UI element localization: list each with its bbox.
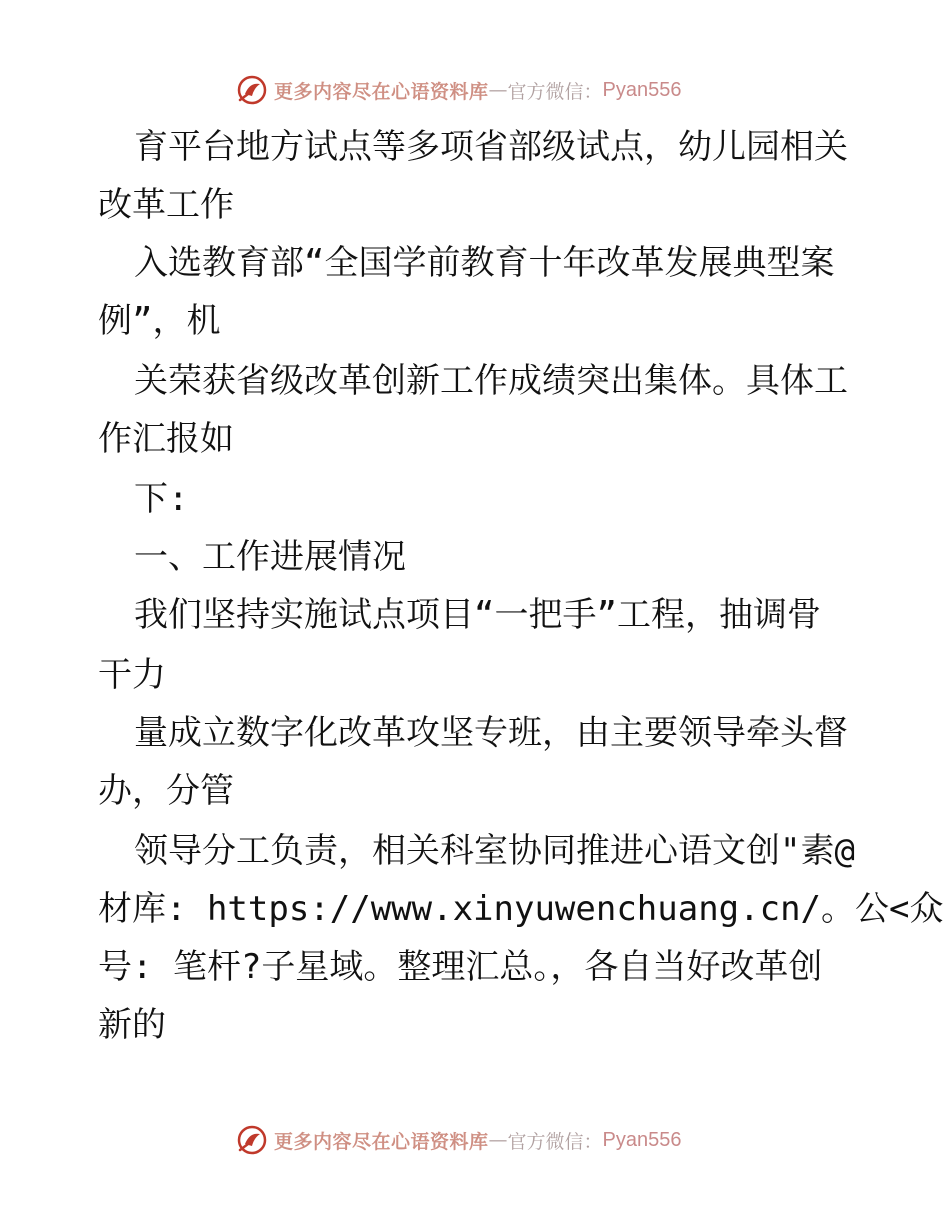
body-line: 关荣获省级改革创新工作成绩突出集体。具体工	[134, 361, 848, 401]
watermark-wechat-id: Pyan556	[602, 1128, 682, 1151]
body-line: 领导分工负责，相关科室协同推进心语文创"素@	[134, 831, 855, 871]
footer-watermark	[236, 1123, 682, 1157]
watermark-brand: 更多内容尽在心语资料库	[274, 1130, 489, 1153]
seal-logo-icon	[236, 74, 268, 106]
body-line: 入选教育部“全国学前教育十年改革发展典型案	[134, 243, 835, 283]
header-watermark	[236, 73, 682, 107]
watermark-brand: 更多内容尽在心语资料库	[274, 80, 489, 103]
body-line: 办，分管	[98, 771, 234, 811]
body-line: 育平台地方试点等多项省部级试点，幼儿园相关	[134, 127, 848, 167]
watermark-wechat-id: Pyan556	[602, 78, 682, 101]
body-line: 量成立数字化改革攻坚专班，由主要领导牵头督	[134, 713, 848, 753]
body-line: 作汇报如	[98, 419, 234, 459]
body-line: 例”，机	[98, 301, 221, 341]
body-line: 材库: https://www.xinyuwenchuang.cn/。公<众	[98, 889, 944, 929]
body-line: 下:	[134, 479, 189, 519]
section-heading: 一、工作进展情况	[134, 537, 406, 577]
watermark-wechat-label: 官方微信：	[507, 80, 603, 103]
seal-logo-icon	[236, 1124, 268, 1156]
watermark-separator: —	[488, 1129, 508, 1151]
body-line: 我们坚持实施试点项目“一把手”工程，抽调骨	[134, 595, 821, 635]
body-line: 号: 笔杆?子星域。整理汇总。，各自当好改革创	[98, 947, 823, 987]
body-line: 干力	[98, 655, 166, 695]
watermark-wechat-label: 官方微信：	[507, 1130, 603, 1153]
watermark-separator: —	[488, 79, 508, 101]
body-line: 新的	[98, 1005, 166, 1045]
body-line: 改革工作	[98, 185, 234, 225]
